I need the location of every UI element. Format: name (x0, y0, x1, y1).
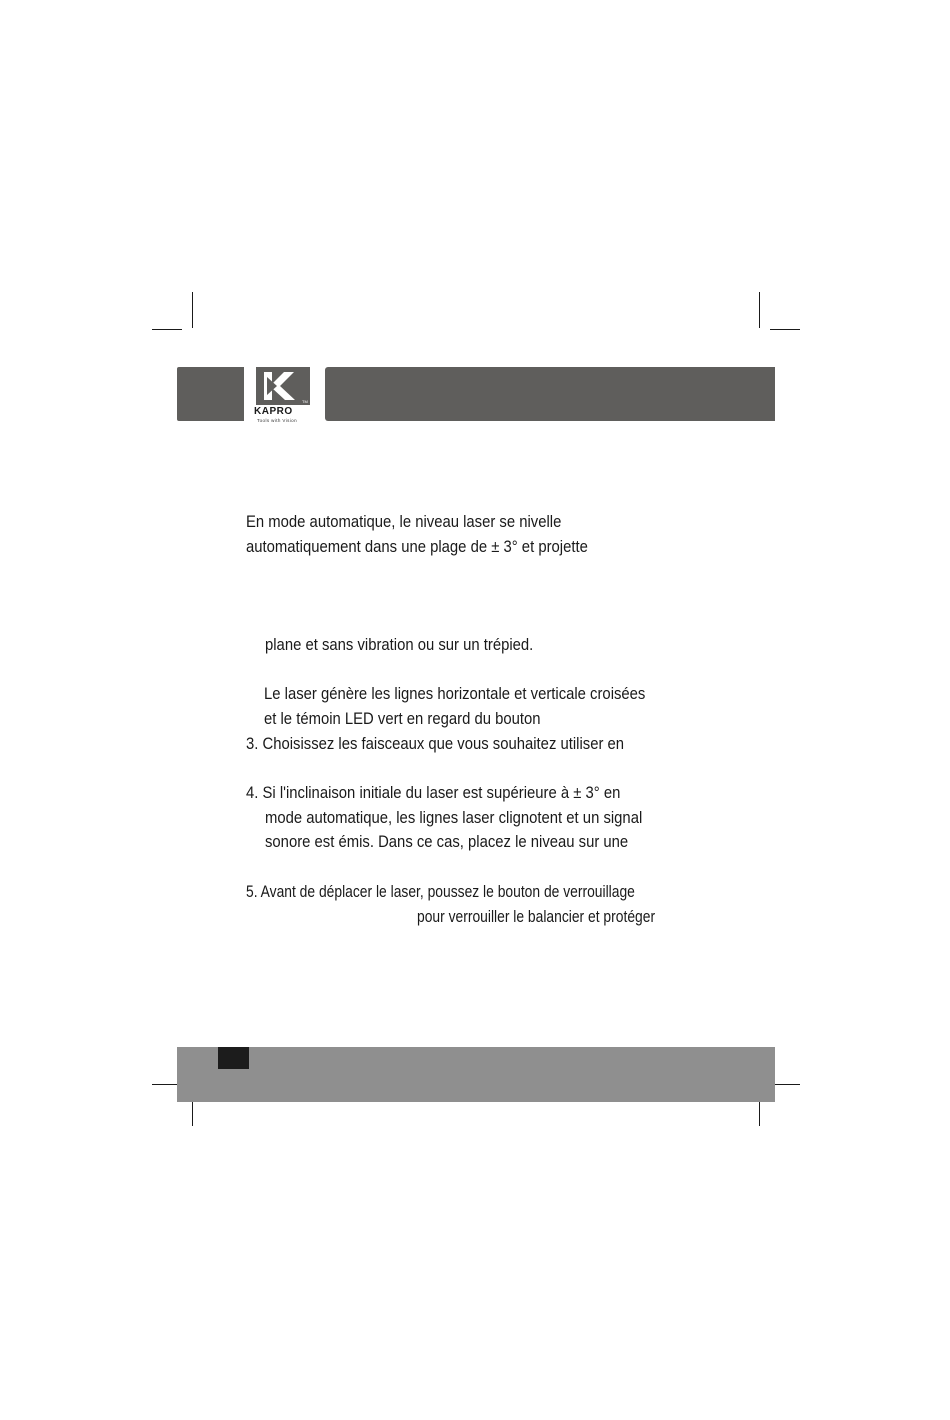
crop-mark-top-left-horizontal (152, 329, 182, 330)
crop-mark-top-left-vertical (192, 292, 193, 328)
body-line-7: 4. Si l'inclinaison initiale du laser est supérieure à ± 3° en (246, 784, 621, 802)
header-left-block (177, 367, 244, 421)
logo-box (256, 367, 310, 405)
footer-bar (177, 1047, 775, 1102)
body-line-9: sonore est émis. Dans ce cas, placez le niveau sur une (265, 833, 629, 851)
body-line-2: automatiquement dans une plage de ± 3° et projette (246, 538, 588, 556)
header-bar (325, 367, 775, 421)
crop-mark-top-right-vertical (759, 292, 760, 328)
body-line-1: En mode automatique, le niveau laser se nivelle (246, 513, 562, 531)
body-line-8: mode automatique, les lignes laser clignotent et un signal (265, 809, 643, 827)
body-line-3: plane et sans vibration ou sur un trépied. (265, 636, 534, 654)
page-tab-marker (218, 1047, 249, 1069)
brand-tagline: Tools with Vision (257, 418, 297, 423)
body-line-10: 5. Avant de déplacer le laser, poussez le bouton de verrouillage (246, 883, 635, 901)
brand-name: KAPRO (254, 406, 293, 417)
k-logo-icon (256, 367, 310, 405)
body-line-5: et le témoin LED vert en regard du bouton (264, 710, 541, 728)
svg-text:TM: TM (302, 399, 308, 404)
kapro-logo (254, 366, 316, 426)
body-line-4: Le laser génère les lignes horizontale et verticale croisées (264, 685, 646, 703)
crop-mark-top-right-horizontal (770, 329, 800, 330)
body-line-11: pour verrouiller le balancier et protéger (417, 908, 656, 926)
body-line-6: 3. Choisissez les faisceaux que vous souhaitez utiliser en (246, 735, 625, 753)
